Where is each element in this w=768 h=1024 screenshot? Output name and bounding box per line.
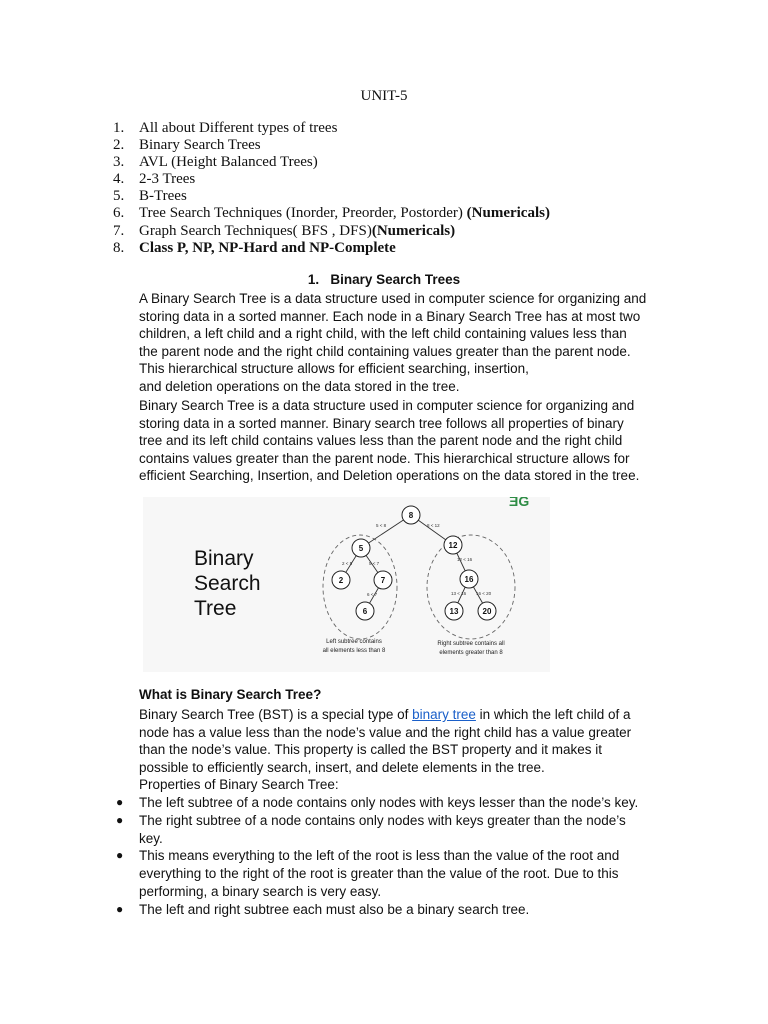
binary-tree-link[interactable]: binary tree [412, 707, 476, 722]
geeks-logo-icon: ƎG [509, 497, 530, 509]
list-item: 5. B-Trees [113, 188, 187, 205]
page-title: UNIT-5 [360, 88, 408, 104]
bullet-icon: ● [116, 848, 124, 863]
bullet-icon: ● [116, 795, 124, 809]
definition-paragraph: Binary Search Tree is a data structure used in computer science for organizing and storing data in a sorted manner. Binary search tree follows all properties of binary tree and its left child contains values less than the parent node and the right child contains values greater than the parent node. This hierarchical structure allows for efficient Searching, Insertion, and Deletion operations on the data stored in the tree. [139, 398, 640, 484]
tree-node-value: 5 [358, 544, 364, 553]
list-item: 1. All about Different types of trees [113, 120, 338, 136]
tree-node-value: 7 [380, 576, 386, 585]
list-item: 4. 2-3 Trees [113, 171, 196, 188]
figure-title-line: Search [194, 572, 261, 595]
figure-title-line: Binary [194, 547, 254, 570]
topic-list [113, 120, 550, 257]
list-item: 6. Tree Search Techniques (Inorder, Preorder, Postorder) (Numericals) [113, 205, 550, 222]
edge-label: 5 < 8 [376, 523, 387, 528]
edge-label: 2 < 5 [342, 561, 353, 566]
list-item: 8. Class P, NP, NP-Hard and NP-Complete [113, 239, 396, 256]
bst-description-paragraph: Binary Search Tree (BST) is a special type of binary tree in which the left child of a node has a value less than the node’s value and the right child has a value greater than the node’s value. This property is called the BST property and it makes it possible to efficiently search, insert, and delete elements in the tree. Properties of Binary Search Tree: [139, 707, 632, 793]
tree-node-value: 6 [362, 607, 368, 616]
tree-node-value: 2 [338, 576, 344, 585]
list-item: 3. AVL (Height Balanced Trees) [113, 154, 318, 171]
edge-label: 13 < 16 [451, 591, 467, 596]
figure-title-line: Tree [194, 597, 237, 620]
left-subtree-caption: all elements less than 8 [322, 648, 386, 654]
tree-node-value: 16 [464, 575, 474, 584]
properties-list [116, 794, 686, 919]
intro-paragraph: A Binary Search Tree is a data structure used in computer science for organizing and storing data in a sorted manner. Each node in a Binary Search Tree has at most two children, a left child and a right child, with the left child containing values less than the parent node and the right child containing values greater than the parent node. This hierarchical structure allows for efficient searching, insertion, and deletion operations on the data stored in the tree. [139, 291, 647, 394]
bullet-icon: ● [116, 812, 124, 827]
tree-node-value: 20 [482, 607, 492, 616]
edge-label: 16 < 20 [476, 591, 492, 596]
section-heading: 1. Binary Search Trees [307, 272, 461, 287]
list-item: ● This means everything to the left of the root is less than the value of the root and everything to the right of the root is greater than the value of the root. Due to this performing, a binary search is very easy. [116, 848, 620, 899]
edge-label: 8 < 12 [427, 523, 440, 528]
list-item: ● The left and right subtree each must also be a binary search tree. [116, 901, 530, 917]
edge-label: 5 < 7 [369, 561, 380, 566]
list-item: 2. Binary Search Trees [113, 137, 261, 154]
tree-node-value: 8 [408, 511, 414, 520]
list-item: ● The left subtree of a node contains only nodes with keys lesser than the node’s key. [116, 795, 639, 810]
tree-node-value: 13 [449, 607, 459, 616]
bullet-icon: ● [116, 901, 124, 916]
bst-diagram [143, 497, 550, 672]
tree-node-value: 12 [448, 541, 458, 550]
edge-label: 6 < 7 [367, 592, 378, 597]
list-item: 7. Graph Search Techniques( BFS , DFS) (Numericals) [113, 222, 456, 239]
right-subtree-caption: elements greater than 8 [439, 650, 503, 656]
right-subtree-caption: Right subtree contains all [437, 641, 505, 647]
edge-label: 12 < 16 [457, 557, 473, 562]
list-item: ● The right subtree of a node contains only nodes with keys greater than the node’s key. [116, 812, 626, 846]
subsection-heading: What is Binary Search Tree? [139, 687, 322, 702]
left-subtree-caption: Left subtree contains [326, 639, 382, 645]
